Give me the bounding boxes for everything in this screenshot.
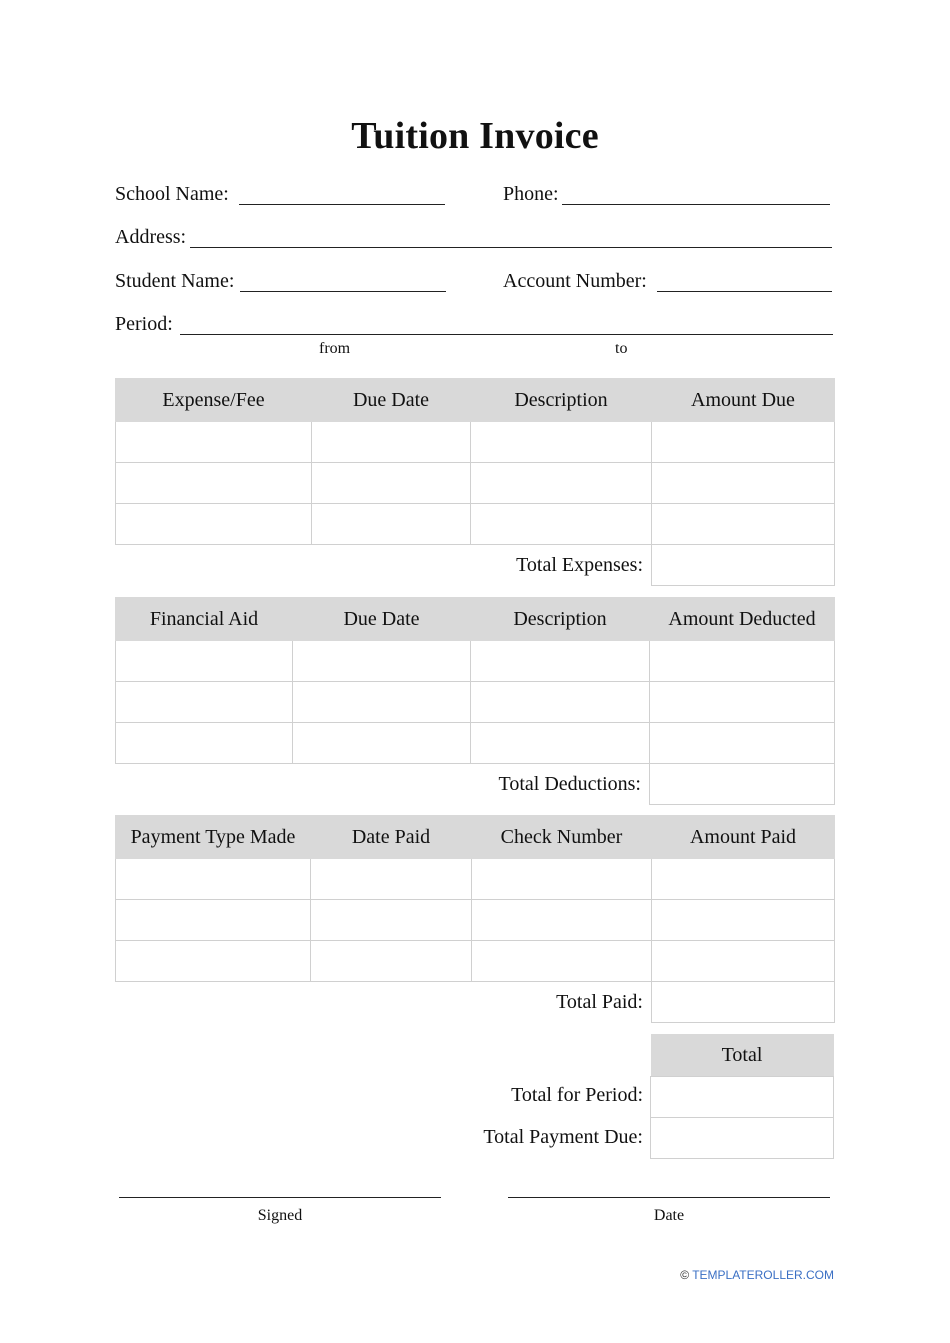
summary-total-header: Total: [651, 1034, 834, 1077]
total-expenses-label: Total Expenses:: [516, 553, 643, 576]
table-cell[interactable]: [311, 859, 472, 900]
total-deductions-label: Total Deductions:: [498, 772, 641, 795]
financial-aid-header: Financial Aid: [116, 598, 293, 641]
table-cell[interactable]: [116, 723, 293, 764]
table-cell[interactable]: [650, 641, 835, 682]
address-field[interactable]: [190, 247, 832, 248]
table-row: [116, 723, 835, 764]
copyright-icon: ©: [680, 1268, 690, 1282]
table-cell[interactable]: [116, 900, 311, 941]
summary-table: [650, 1034, 834, 1159]
total-for-period-field[interactable]: [651, 1077, 834, 1118]
period-field[interactable]: [180, 334, 833, 335]
due-date-header: Due Date: [293, 598, 471, 641]
period-to-label: to: [615, 340, 628, 357]
date-paid-header: Date Paid: [311, 816, 472, 859]
table-cell[interactable]: [472, 859, 652, 900]
due-date-header: Due Date: [312, 379, 471, 422]
amount-paid-header: Amount Paid: [652, 816, 835, 859]
expense-fee-header: Expense/Fee: [116, 379, 312, 422]
site-link[interactable]: TEMPLATEROLLER.COM: [692, 1268, 834, 1282]
table-cell[interactable]: [472, 941, 652, 982]
table-row: [116, 941, 835, 982]
description-header: Description: [471, 598, 650, 641]
table-cell[interactable]: [650, 682, 835, 723]
table-cell[interactable]: [311, 941, 472, 982]
table-cell[interactable]: [293, 682, 471, 723]
table-cell[interactable]: [652, 422, 835, 463]
table-cell[interactable]: [652, 504, 835, 545]
signed-label: Signed: [257, 1207, 303, 1224]
expenses-table: [115, 378, 835, 586]
total-payment-due-field[interactable]: [651, 1118, 834, 1159]
school-name-field[interactable]: [239, 204, 445, 205]
total-expenses-field[interactable]: [652, 545, 835, 586]
table-cell[interactable]: [471, 723, 650, 764]
table-cell[interactable]: [116, 422, 312, 463]
amount-deducted-header: Amount Deducted: [650, 598, 835, 641]
table-cell[interactable]: [652, 463, 835, 504]
date-line[interactable]: [508, 1197, 830, 1198]
school-name-label: School Name:: [115, 183, 229, 205]
description-header: Description: [471, 379, 652, 422]
table-row: [116, 859, 835, 900]
table-cell[interactable]: [293, 641, 471, 682]
check-number-header: Check Number: [472, 816, 652, 859]
account-number-field[interactable]: [657, 291, 832, 292]
table-cell[interactable]: [312, 422, 471, 463]
amount-due-header: Amount Due: [652, 379, 835, 422]
table-row: [116, 422, 835, 463]
table-cell[interactable]: [652, 941, 835, 982]
total-for-period-label: Total for Period:: [511, 1084, 643, 1106]
phone-field[interactable]: [562, 204, 830, 205]
footer-credit: [680, 1268, 834, 1282]
page-title: Tuition Invoice: [351, 115, 599, 157]
table-cell[interactable]: [471, 504, 652, 545]
table-cell[interactable]: [116, 941, 311, 982]
table-cell[interactable]: [472, 900, 652, 941]
table-cell[interactable]: [471, 641, 650, 682]
phone-label: Phone:: [503, 183, 559, 205]
table-row: [116, 504, 835, 545]
table-row: [116, 641, 835, 682]
table-cell[interactable]: [471, 682, 650, 723]
table-cell[interactable]: [471, 422, 652, 463]
total-payment-due-label: Total Payment Due:: [483, 1126, 643, 1148]
period-label: Period:: [115, 313, 173, 335]
table-cell[interactable]: [116, 641, 293, 682]
address-label: Address:: [115, 226, 187, 248]
table-row: [116, 682, 835, 723]
table-cell[interactable]: [116, 504, 312, 545]
table-cell[interactable]: [311, 900, 472, 941]
table-cell[interactable]: [650, 723, 835, 764]
table-cell[interactable]: [116, 682, 293, 723]
financial-aid-table: [115, 597, 835, 805]
student-name-label: Student Name:: [115, 270, 235, 292]
period-from-label: from: [319, 340, 351, 357]
table-cell[interactable]: [312, 504, 471, 545]
total-deductions-field[interactable]: [650, 764, 835, 805]
table-cell[interactable]: [471, 463, 652, 504]
payments-table: [115, 815, 835, 1023]
table-row: [116, 900, 835, 941]
payment-type-header: Payment Type Made: [116, 816, 311, 859]
table-cell[interactable]: [652, 900, 835, 941]
table-row: [116, 463, 835, 504]
signature-line[interactable]: [119, 1197, 441, 1198]
account-number-label: Account Number:: [503, 270, 647, 292]
table-cell[interactable]: [116, 463, 312, 504]
total-paid-field[interactable]: [652, 982, 835, 1023]
date-label: Date: [653, 1207, 685, 1224]
table-cell[interactable]: [652, 859, 835, 900]
total-paid-label: Total Paid:: [556, 990, 643, 1013]
table-cell[interactable]: [293, 723, 471, 764]
student-name-field[interactable]: [240, 291, 446, 292]
table-cell[interactable]: [312, 463, 471, 504]
table-cell[interactable]: [116, 859, 311, 900]
